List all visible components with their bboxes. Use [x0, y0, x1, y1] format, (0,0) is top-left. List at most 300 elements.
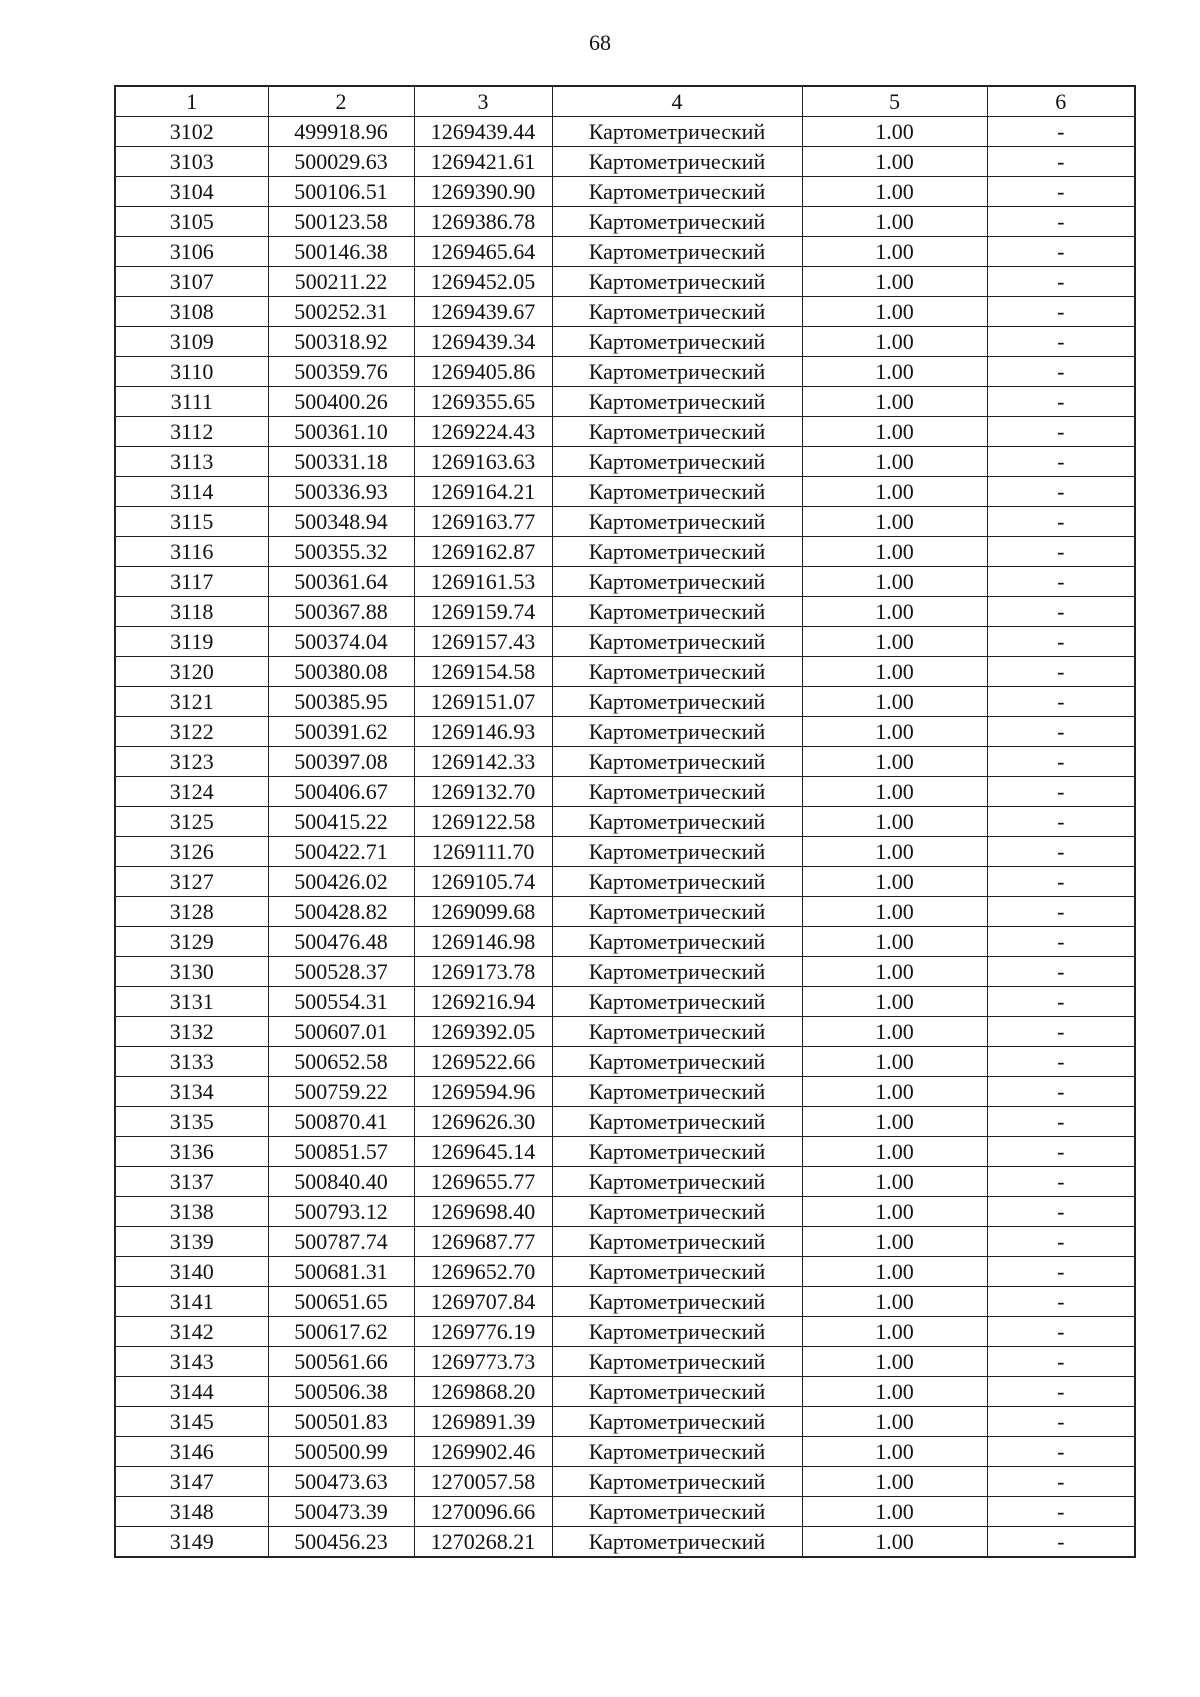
method-cell: Картометрический — [552, 357, 802, 387]
y-coordinate-cell: 1269776.19 — [414, 1317, 552, 1347]
y-coordinate-cell: 1269163.63 — [414, 447, 552, 477]
table-row — [115, 1527, 1135, 1558]
table-row — [115, 987, 1135, 1017]
table-row — [115, 927, 1135, 957]
x-coordinate-cell: 500374.04 — [268, 627, 414, 657]
note-cell: - — [987, 1017, 1135, 1047]
note-cell: - — [987, 597, 1135, 627]
accuracy-cell: 1.00 — [802, 987, 987, 1017]
point-number-cell: 3141 — [115, 1287, 268, 1317]
table-row — [115, 837, 1135, 867]
accuracy-cell: 1.00 — [802, 327, 987, 357]
table-row — [115, 1227, 1135, 1257]
x-coordinate-cell: 500554.31 — [268, 987, 414, 1017]
x-coordinate-cell: 500146.38 — [268, 237, 414, 267]
table-row — [115, 957, 1135, 987]
accuracy-cell: 1.00 — [802, 267, 987, 297]
x-coordinate-cell: 500385.95 — [268, 687, 414, 717]
method-cell: Картометрический — [552, 957, 802, 987]
table-row — [115, 417, 1135, 447]
accuracy-cell: 1.00 — [802, 1257, 987, 1287]
y-coordinate-cell: 1269132.70 — [414, 777, 552, 807]
x-coordinate-cell: 500456.23 — [268, 1527, 414, 1558]
accuracy-cell: 1.00 — [802, 747, 987, 777]
table-row — [115, 597, 1135, 627]
point-number-cell: 3147 — [115, 1467, 268, 1497]
table-row — [115, 447, 1135, 477]
accuracy-cell: 1.00 — [802, 777, 987, 807]
table-row — [115, 207, 1135, 237]
point-number-cell: 3136 — [115, 1137, 268, 1167]
accuracy-cell: 1.00 — [802, 177, 987, 207]
y-coordinate-cell: 1269655.77 — [414, 1167, 552, 1197]
point-number-cell: 3112 — [115, 417, 268, 447]
point-number-cell: 3122 — [115, 717, 268, 747]
point-number-cell: 3139 — [115, 1227, 268, 1257]
x-coordinate-cell: 500681.31 — [268, 1257, 414, 1287]
column-header-1: 1 — [115, 86, 268, 117]
table-row — [115, 1257, 1135, 1287]
table-row — [115, 117, 1135, 147]
accuracy-cell: 1.00 — [802, 957, 987, 987]
method-cell: Картометрический — [552, 1407, 802, 1437]
point-number-cell: 3107 — [115, 267, 268, 297]
method-cell: Картометрический — [552, 627, 802, 657]
y-coordinate-cell: 1269159.74 — [414, 597, 552, 627]
column-header-5: 5 — [802, 86, 987, 117]
y-coordinate-cell: 1269439.44 — [414, 117, 552, 147]
x-coordinate-cell: 500029.63 — [268, 147, 414, 177]
accuracy-cell: 1.00 — [802, 687, 987, 717]
method-cell: Картометрический — [552, 207, 802, 237]
point-number-cell: 3110 — [115, 357, 268, 387]
x-coordinate-cell: 500759.22 — [268, 1077, 414, 1107]
table-row — [115, 1347, 1135, 1377]
y-coordinate-cell: 1269687.77 — [414, 1227, 552, 1257]
x-coordinate-cell: 500476.48 — [268, 927, 414, 957]
note-cell: - — [987, 117, 1135, 147]
accuracy-cell: 1.00 — [802, 147, 987, 177]
x-coordinate-cell: 500355.32 — [268, 537, 414, 567]
y-coordinate-cell: 1269111.70 — [414, 837, 552, 867]
table-row — [115, 1197, 1135, 1227]
y-coordinate-cell: 1269154.58 — [414, 657, 552, 687]
table-row — [115, 657, 1135, 687]
y-coordinate-cell: 1269173.78 — [414, 957, 552, 987]
point-number-cell: 3111 — [115, 387, 268, 417]
point-number-cell: 3119 — [115, 627, 268, 657]
accuracy-cell: 1.00 — [802, 1137, 987, 1167]
x-coordinate-cell: 500528.37 — [268, 957, 414, 987]
point-number-cell: 3140 — [115, 1257, 268, 1287]
method-cell: Картометрический — [552, 597, 802, 627]
method-cell: Картометрический — [552, 297, 802, 327]
method-cell: Картометрический — [552, 777, 802, 807]
method-cell: Картометрический — [552, 1047, 802, 1077]
method-cell: Картометрический — [552, 417, 802, 447]
x-coordinate-cell: 500391.62 — [268, 717, 414, 747]
point-number-cell: 3138 — [115, 1197, 268, 1227]
point-number-cell: 3131 — [115, 987, 268, 1017]
table-row — [115, 237, 1135, 267]
table-row — [115, 1107, 1135, 1137]
note-cell: - — [987, 1227, 1135, 1257]
table-row — [115, 1317, 1135, 1347]
table-row — [115, 357, 1135, 387]
point-number-cell: 3109 — [115, 327, 268, 357]
y-coordinate-cell: 1269386.78 — [414, 207, 552, 237]
accuracy-cell: 1.00 — [802, 1047, 987, 1077]
point-number-cell: 3133 — [115, 1047, 268, 1077]
y-coordinate-cell: 1269439.67 — [414, 297, 552, 327]
x-coordinate-cell: 500252.31 — [268, 297, 414, 327]
y-coordinate-cell: 1269868.20 — [414, 1377, 552, 1407]
method-cell: Картометрический — [552, 117, 802, 147]
point-number-cell: 3128 — [115, 897, 268, 927]
accuracy-cell: 1.00 — [802, 477, 987, 507]
method-cell: Картометрический — [552, 657, 802, 687]
note-cell: - — [987, 1407, 1135, 1437]
y-coordinate-cell: 1269163.77 — [414, 507, 552, 537]
y-coordinate-cell: 1269594.96 — [414, 1077, 552, 1107]
accuracy-cell: 1.00 — [802, 237, 987, 267]
table-row — [115, 1377, 1135, 1407]
method-cell: Картометрический — [552, 1017, 802, 1047]
x-coordinate-cell: 500473.63 — [268, 1467, 414, 1497]
y-coordinate-cell: 1269224.43 — [414, 417, 552, 447]
y-coordinate-cell: 1269522.66 — [414, 1047, 552, 1077]
method-cell: Картометрический — [552, 987, 802, 1017]
note-cell: - — [987, 1467, 1135, 1497]
table-row — [115, 687, 1135, 717]
note-cell: - — [987, 1197, 1135, 1227]
note-cell: - — [987, 237, 1135, 267]
note-cell: - — [987, 897, 1135, 927]
note-cell: - — [987, 1107, 1135, 1137]
accuracy-cell: 1.00 — [802, 1077, 987, 1107]
note-cell: - — [987, 957, 1135, 987]
table-row — [115, 747, 1135, 777]
method-cell: Картометрический — [552, 1467, 802, 1497]
x-coordinate-cell: 500501.83 — [268, 1407, 414, 1437]
x-coordinate-cell: 500400.26 — [268, 387, 414, 417]
accuracy-cell: 1.00 — [802, 627, 987, 657]
method-cell: Картометрический — [552, 237, 802, 267]
y-coordinate-cell: 1269891.39 — [414, 1407, 552, 1437]
point-number-cell: 3149 — [115, 1527, 268, 1558]
note-cell: - — [987, 177, 1135, 207]
note-cell: - — [987, 267, 1135, 297]
y-coordinate-cell: 1269142.33 — [414, 747, 552, 777]
accuracy-cell: 1.00 — [802, 1017, 987, 1047]
x-coordinate-cell: 500426.02 — [268, 867, 414, 897]
point-number-cell: 3114 — [115, 477, 268, 507]
accuracy-cell: 1.00 — [802, 717, 987, 747]
accuracy-cell: 1.00 — [802, 207, 987, 237]
accuracy-cell: 1.00 — [802, 567, 987, 597]
x-coordinate-cell: 500211.22 — [268, 267, 414, 297]
point-number-cell: 3127 — [115, 867, 268, 897]
x-coordinate-cell: 500397.08 — [268, 747, 414, 777]
note-cell: - — [987, 657, 1135, 687]
y-coordinate-cell: 1270268.21 — [414, 1527, 552, 1558]
x-coordinate-cell: 500348.94 — [268, 507, 414, 537]
method-cell: Картометрический — [552, 1257, 802, 1287]
point-number-cell: 3129 — [115, 927, 268, 957]
column-header-6: 6 — [987, 86, 1135, 117]
table-row — [115, 1287, 1135, 1317]
method-cell: Картометрический — [552, 897, 802, 927]
y-coordinate-cell: 1270057.58 — [414, 1467, 552, 1497]
table-header — [115, 86, 1135, 117]
method-cell: Картометрический — [552, 267, 802, 297]
note-cell: - — [987, 1377, 1135, 1407]
accuracy-cell: 1.00 — [802, 1467, 987, 1497]
point-number-cell: 3134 — [115, 1077, 268, 1107]
y-coordinate-cell: 1269707.84 — [414, 1287, 552, 1317]
note-cell: - — [987, 1347, 1135, 1377]
method-cell: Картометрический — [552, 507, 802, 537]
accuracy-cell: 1.00 — [802, 1107, 987, 1137]
x-coordinate-cell: 500651.65 — [268, 1287, 414, 1317]
method-cell: Картометрический — [552, 1347, 802, 1377]
point-number-cell: 3144 — [115, 1377, 268, 1407]
y-coordinate-cell: 1269645.14 — [414, 1137, 552, 1167]
x-coordinate-cell: 500561.66 — [268, 1347, 414, 1377]
table-row — [115, 1167, 1135, 1197]
x-coordinate-cell: 500793.12 — [268, 1197, 414, 1227]
y-coordinate-cell: 1269162.87 — [414, 537, 552, 567]
method-cell: Картометрический — [552, 1527, 802, 1558]
y-coordinate-cell: 1269151.07 — [414, 687, 552, 717]
accuracy-cell: 1.00 — [802, 1527, 987, 1558]
method-cell: Картометрический — [552, 1497, 802, 1527]
note-cell: - — [987, 387, 1135, 417]
table-row — [115, 1497, 1135, 1527]
note-cell: - — [987, 1527, 1135, 1558]
table-row — [115, 717, 1135, 747]
accuracy-cell: 1.00 — [802, 297, 987, 327]
method-cell: Картометрический — [552, 147, 802, 177]
point-number-cell: 3113 — [115, 447, 268, 477]
x-coordinate-cell: 500123.58 — [268, 207, 414, 237]
x-coordinate-cell: 500367.88 — [268, 597, 414, 627]
y-coordinate-cell: 1269105.74 — [414, 867, 552, 897]
method-cell: Картометрический — [552, 1107, 802, 1137]
point-number-cell: 3137 — [115, 1167, 268, 1197]
accuracy-cell: 1.00 — [802, 657, 987, 687]
point-number-cell: 3126 — [115, 837, 268, 867]
accuracy-cell: 1.00 — [802, 417, 987, 447]
x-coordinate-cell: 500787.74 — [268, 1227, 414, 1257]
table-row — [115, 1437, 1135, 1467]
x-coordinate-cell: 500422.71 — [268, 837, 414, 867]
accuracy-cell: 1.00 — [802, 387, 987, 417]
x-coordinate-cell: 500359.76 — [268, 357, 414, 387]
y-coordinate-cell: 1269216.94 — [414, 987, 552, 1017]
x-coordinate-cell: 500361.64 — [268, 567, 414, 597]
table-row — [115, 327, 1135, 357]
accuracy-cell: 1.00 — [802, 1317, 987, 1347]
x-coordinate-cell: 499918.96 — [268, 117, 414, 147]
accuracy-cell: 1.00 — [802, 807, 987, 837]
x-coordinate-cell: 500506.38 — [268, 1377, 414, 1407]
method-cell: Картометрический — [552, 687, 802, 717]
table-row — [115, 867, 1135, 897]
y-coordinate-cell: 1269164.21 — [414, 477, 552, 507]
method-cell: Картометрический — [552, 537, 802, 567]
note-cell: - — [987, 567, 1135, 597]
accuracy-cell: 1.00 — [802, 1167, 987, 1197]
point-number-cell: 3142 — [115, 1317, 268, 1347]
y-coordinate-cell: 1269902.46 — [414, 1437, 552, 1467]
y-coordinate-cell: 1269698.40 — [414, 1197, 552, 1227]
note-cell: - — [987, 987, 1135, 1017]
point-number-cell: 3102 — [115, 117, 268, 147]
x-coordinate-cell: 500380.08 — [268, 657, 414, 687]
method-cell: Картометрический — [552, 177, 802, 207]
y-coordinate-cell: 1269392.05 — [414, 1017, 552, 1047]
point-number-cell: 3123 — [115, 747, 268, 777]
x-coordinate-cell: 500406.67 — [268, 777, 414, 807]
point-number-cell: 3115 — [115, 507, 268, 537]
point-number-cell: 3146 — [115, 1437, 268, 1467]
y-coordinate-cell: 1269465.64 — [414, 237, 552, 267]
y-coordinate-cell: 1269652.70 — [414, 1257, 552, 1287]
method-cell: Картометрический — [552, 867, 802, 897]
column-header-3: 3 — [414, 86, 552, 117]
point-number-cell: 3108 — [115, 297, 268, 327]
method-cell: Картометрический — [552, 717, 802, 747]
note-cell: - — [987, 537, 1135, 567]
accuracy-cell: 1.00 — [802, 867, 987, 897]
x-coordinate-cell: 500318.92 — [268, 327, 414, 357]
x-coordinate-cell: 500607.01 — [268, 1017, 414, 1047]
method-cell: Картометрический — [552, 1137, 802, 1167]
accuracy-cell: 1.00 — [802, 897, 987, 927]
note-cell: - — [987, 747, 1135, 777]
point-number-cell: 3132 — [115, 1017, 268, 1047]
x-coordinate-cell: 500652.58 — [268, 1047, 414, 1077]
accuracy-cell: 1.00 — [802, 357, 987, 387]
table-row — [115, 567, 1135, 597]
note-cell: - — [987, 297, 1135, 327]
y-coordinate-cell: 1270096.66 — [414, 1497, 552, 1527]
table-row — [115, 267, 1135, 297]
table-row — [115, 1077, 1135, 1107]
method-cell: Картометрический — [552, 1317, 802, 1347]
y-coordinate-cell: 1269146.98 — [414, 927, 552, 957]
point-number-cell: 3118 — [115, 597, 268, 627]
point-number-cell: 3143 — [115, 1347, 268, 1377]
accuracy-cell: 1.00 — [802, 1377, 987, 1407]
method-cell: Картометрический — [552, 567, 802, 597]
y-coordinate-cell: 1269161.53 — [414, 567, 552, 597]
y-coordinate-cell: 1269122.58 — [414, 807, 552, 837]
note-cell: - — [987, 207, 1135, 237]
point-number-cell: 3103 — [115, 147, 268, 177]
accuracy-cell: 1.00 — [802, 837, 987, 867]
method-cell: Картометрический — [552, 1197, 802, 1227]
table-row — [115, 147, 1135, 177]
y-coordinate-cell: 1269146.93 — [414, 717, 552, 747]
note-cell: - — [987, 837, 1135, 867]
note-cell: - — [987, 1437, 1135, 1467]
method-cell: Картометрический — [552, 807, 802, 837]
y-coordinate-cell: 1269626.30 — [414, 1107, 552, 1137]
accuracy-cell: 1.00 — [802, 1437, 987, 1467]
header-row — [115, 86, 1135, 117]
table-row — [115, 777, 1135, 807]
note-cell: - — [987, 357, 1135, 387]
accuracy-cell: 1.00 — [802, 537, 987, 567]
method-cell: Картометрический — [552, 837, 802, 867]
point-number-cell: 3130 — [115, 957, 268, 987]
x-coordinate-cell: 500336.93 — [268, 477, 414, 507]
y-coordinate-cell: 1269390.90 — [414, 177, 552, 207]
x-coordinate-cell: 500851.57 — [268, 1137, 414, 1167]
column-header-2: 2 — [268, 86, 414, 117]
method-cell: Картометрический — [552, 1437, 802, 1467]
method-cell: Картометрический — [552, 1227, 802, 1257]
accuracy-cell: 1.00 — [802, 117, 987, 147]
accuracy-cell: 1.00 — [802, 1347, 987, 1377]
method-cell: Картометрический — [552, 1077, 802, 1107]
note-cell: - — [987, 417, 1135, 447]
table-row — [115, 627, 1135, 657]
coordinates-table — [114, 85, 1136, 1558]
method-cell: Картометрический — [552, 477, 802, 507]
table-row — [115, 1407, 1135, 1437]
table-row — [115, 177, 1135, 207]
x-coordinate-cell: 500500.99 — [268, 1437, 414, 1467]
x-coordinate-cell: 500106.51 — [268, 177, 414, 207]
table-row — [115, 807, 1135, 837]
point-number-cell: 3145 — [115, 1407, 268, 1437]
table-row — [115, 1137, 1135, 1167]
accuracy-cell: 1.00 — [802, 1287, 987, 1317]
page-number: 68 — [589, 30, 611, 55]
table-row — [115, 1047, 1135, 1077]
y-coordinate-cell: 1269157.43 — [414, 627, 552, 657]
table-row — [115, 477, 1135, 507]
note-cell: - — [987, 507, 1135, 537]
point-number-cell: 3106 — [115, 237, 268, 267]
note-cell: - — [987, 1167, 1135, 1197]
note-cell: - — [987, 1287, 1135, 1317]
table-row — [115, 1467, 1135, 1497]
note-cell: - — [987, 1317, 1135, 1347]
note-cell: - — [987, 807, 1135, 837]
accuracy-cell: 1.00 — [802, 1227, 987, 1257]
point-number-cell: 3148 — [115, 1497, 268, 1527]
table-row — [115, 1017, 1135, 1047]
note-cell: - — [987, 627, 1135, 657]
accuracy-cell: 1.00 — [802, 447, 987, 477]
note-cell: - — [987, 147, 1135, 177]
y-coordinate-cell: 1269452.05 — [414, 267, 552, 297]
method-cell: Картометрический — [552, 747, 802, 777]
method-cell: Картометрический — [552, 1377, 802, 1407]
note-cell: - — [987, 1497, 1135, 1527]
accuracy-cell: 1.00 — [802, 927, 987, 957]
point-number-cell: 3120 — [115, 657, 268, 687]
note-cell: - — [987, 1077, 1135, 1107]
point-number-cell: 3105 — [115, 207, 268, 237]
table-row — [115, 387, 1135, 417]
table-row — [115, 897, 1135, 927]
point-number-cell: 3104 — [115, 177, 268, 207]
